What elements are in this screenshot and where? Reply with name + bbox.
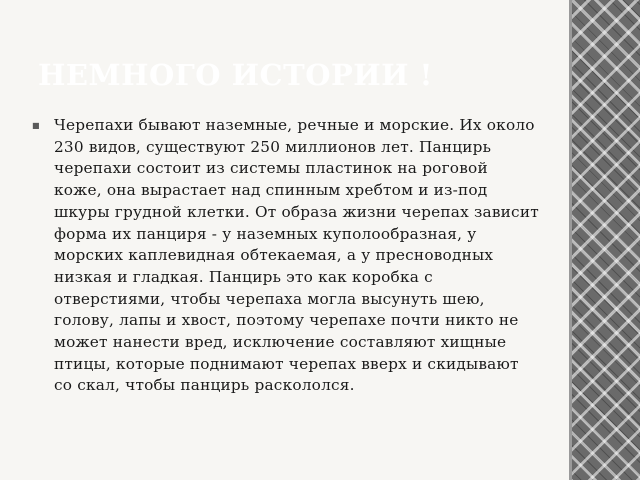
square-bullet-icon: ■ [32, 121, 40, 130]
decorative-side-band [569, 0, 640, 480]
slide-title: НЕМНОГО ИСТОРИИ ! [38, 58, 433, 92]
slide-body [30, 115, 540, 397]
body-paragraph: Черепахи бывают наземные, речные и морские. Их около 230 видов, существуют 250 миллионов лет. Панцирь черепахи состоит из системы пластинок на роговой коже, она вырастает над спинным хребтом и из-под шкуры грудной клетки. От образа жизни черепах зависит форма их панциря - у наземных куполообразная, у морских каплевидная обтекаемая, а у пресноводных низкая и гладкая. Панцирь это как коробка с отверстиями, чтобы черепаха могла высунуть шею, голову, лапы и хвост, поэтому черепахе почти никто не может нанести вред, исключение составляют хищные птицы, которые поднимают черепах вверх и скидывают со скал, чтобы панцирь раскололся. [54, 116, 539, 395]
